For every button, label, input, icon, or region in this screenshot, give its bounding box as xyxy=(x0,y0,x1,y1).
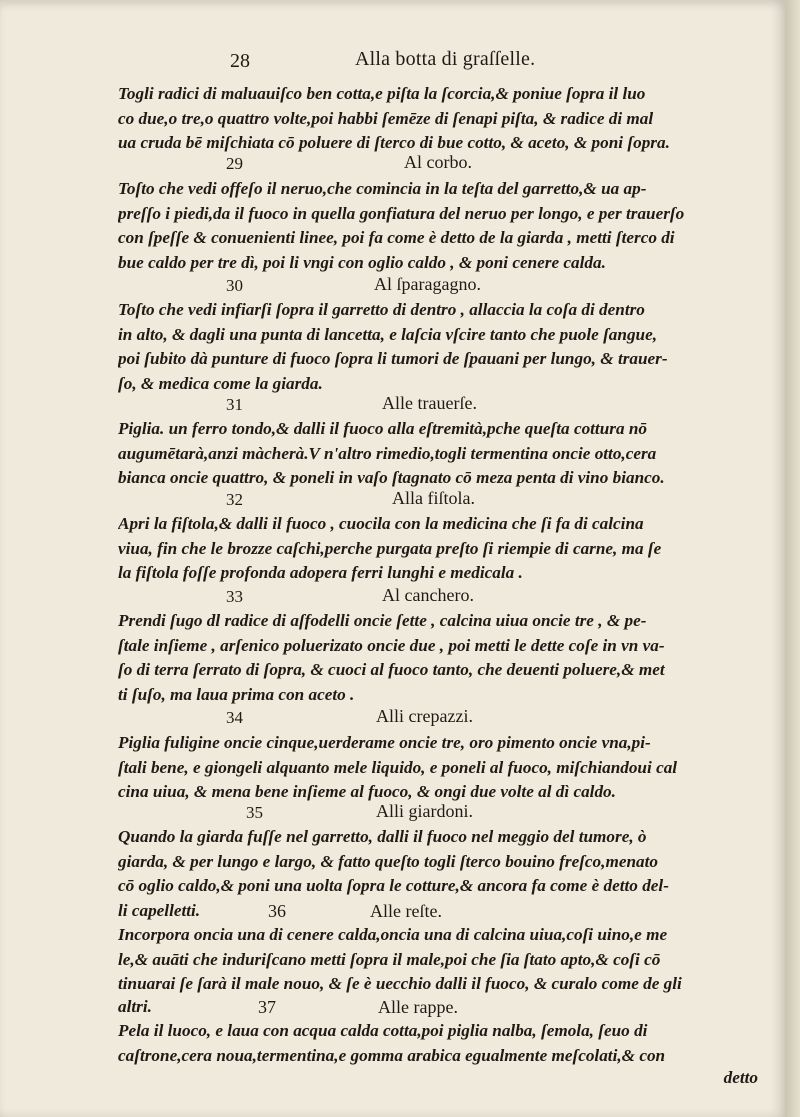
section-heading xyxy=(226,274,526,298)
text-line: Incorpora oncia una di cenere calda,oncia una di calcina uiua,coſi uino,e me xyxy=(118,925,668,944)
section-title: Al ſparagagno. xyxy=(374,274,481,294)
text-line: Apri la fiſtola,& dalli il fuoco , cuocila con la medicina che ſi fa di calcina xyxy=(118,514,644,533)
section-number: 35 xyxy=(246,803,263,822)
paragraph-intro xyxy=(118,82,758,156)
section-heading xyxy=(226,393,526,417)
section-title: Alle rappe. xyxy=(378,997,458,1017)
text-line: preſſo i piedi,da il fuoco in quella gonfiatura del neruo per longo, e per trauerſo xyxy=(118,203,685,223)
text-line: in alto, & dagli una punta di lancetta, e laſcia vſcire tanto che puole ſangue, xyxy=(118,324,658,344)
paragraph-36 xyxy=(118,923,758,997)
section-number: 37 xyxy=(258,997,276,1017)
text-line: augumētarà,anzi màcherà.V n'altro rimedio,togli termentina oncie otto,cera xyxy=(118,443,657,463)
text-line: tinuarai ſe ſarà il male nouo, & ſe è uecchio dalli il fuoco, & curalo come de gli xyxy=(118,974,682,994)
section-title: Alle reſte. xyxy=(370,901,442,921)
section-number: 30 xyxy=(226,276,243,295)
section-title: Al canchero. xyxy=(382,585,474,605)
section-heading xyxy=(246,801,546,825)
text-line: caſtrone,cera noua,termentina,e gomma arabica egualmente meſcolati,& con xyxy=(118,1045,666,1065)
text-line: Quando la giarda fuſſe nel garretto, dalli il fuoco nel meggio del tumore, ò xyxy=(118,827,647,846)
text-line: le,& auāti che induriſcano metti ſopra il male,poi che ſia ſtato apto,& coſi cō xyxy=(118,949,661,969)
paragraph-34 xyxy=(118,731,758,805)
paragraph-30 xyxy=(118,298,758,396)
page-number: 28 xyxy=(230,50,250,72)
catchword: detto xyxy=(723,1068,758,1087)
text-line: ti ſuſo, ma laua prima con aceto . xyxy=(118,684,355,704)
text-line: ſo di terra ſerrato di ſopra, & cuoci al fuoco tanto, che deuenti poluere,& met xyxy=(118,660,665,680)
text-line: giarda, & per lungo e largo, & fatto queſto togli ſterco bouino freſco,menato xyxy=(118,851,658,871)
running-title: Alla botta di graſſelle. xyxy=(355,48,536,70)
paragraph-32 xyxy=(118,512,758,586)
text-line: co due,o tre,o quattro volte,poi habbi ſemēze di ſenapi piſta, & radice di mal xyxy=(118,108,654,128)
run-in-row xyxy=(118,995,758,1020)
page-edge xyxy=(785,0,800,1117)
run-in-row xyxy=(118,899,758,924)
section-number: 33 xyxy=(226,587,243,606)
text-line: Toſto che vedi offeſo il neruo,che comincia in la teſta del garretto,& ua ap- xyxy=(118,179,647,198)
section-title: Alli giardoni. xyxy=(376,801,473,821)
text-line: cō oglio caldo,& poni una uolta ſopra le cotture,& ancora fa come è detto del- xyxy=(118,876,669,896)
run-in-line-36 xyxy=(118,899,758,924)
section-number: 32 xyxy=(226,490,243,509)
section-title: Al corbo. xyxy=(404,152,472,172)
text-line: altri. xyxy=(118,997,152,1016)
section-number: 29 xyxy=(226,154,243,173)
catchword-row xyxy=(118,1066,758,1091)
section-number: 36 xyxy=(268,901,286,921)
section-title: Alli crepazzi. xyxy=(376,706,473,726)
text-line: cina uiua, & mena bene inſieme al fuoco, & ongi due volte al dì caldo. xyxy=(118,782,616,802)
text-line: ſtale inſieme , arſenico poluerizato oncie due , poi metti le dette coſe in vn va- xyxy=(118,635,665,655)
text-line: ſo, & medica come la giarda. xyxy=(118,373,323,393)
text-line: viua, fin che le brozze caſchi,perche purgata preſto ſi riempie di carne, ma ſe xyxy=(118,538,662,558)
text-line: poi ſubito dà punture di fuoco ſopra li tumori de ſpauani per lungo, & trauer- xyxy=(118,349,668,369)
section-title: Alle trauerſe. xyxy=(382,393,477,413)
text-line: Piglia fuligine oncie cinque,uerderame oncie tre, oro pimento oncie vna,pi- xyxy=(118,733,651,752)
text-line: bianca oncie quattro, & poneli in vaſo ſtagnato cō meza penta di vino bianco. xyxy=(118,468,665,488)
section-number: 31 xyxy=(226,395,243,414)
section-number: 34 xyxy=(226,708,243,727)
text-line: Togli radici di maluauiſco ben cotta,e piſta la ſcorcia,& poniue ſopra il luo xyxy=(118,84,646,103)
paragraph-37 xyxy=(118,1019,758,1068)
text-line: li capelletti. xyxy=(118,901,201,920)
section-heading xyxy=(226,706,526,730)
paragraph-29 xyxy=(118,177,758,275)
section-title: Alla fiſtola. xyxy=(392,488,475,508)
text-line: Prendi ſugo dl radice di aſfodelli oncie ſette , calcina uiua oncie tre , & pe- xyxy=(118,611,647,630)
section-heading xyxy=(226,585,526,609)
text-line: ua cruda bē miſchiata cō poluere di ſterco di bue cotto, & aceto, & poni ſopra. xyxy=(118,133,670,153)
text-line: Piglia. un ferro tondo,& dalli il fuoco alla eſtremità,pche queſta cottura nō xyxy=(118,419,648,438)
page-header xyxy=(230,48,700,78)
paragraph-33 xyxy=(118,609,758,707)
section-heading xyxy=(226,152,526,176)
text-line: la fiſtola foſſe profonda adopera ferri lunghi e medicala . xyxy=(118,563,523,583)
text-line: bue caldo per tre dì, poi li vngi con oglio caldo , & poni cenere calda. xyxy=(118,252,606,272)
text-line: con ſpeſſe & conuenienti linee, poi fa come è detto de la giarda , metti ſterco di xyxy=(118,228,675,248)
paragraph-31 xyxy=(118,417,758,491)
paragraph-35 xyxy=(118,825,758,899)
run-in-line-37 xyxy=(118,995,758,1020)
section-heading xyxy=(226,488,526,512)
text-line: Pela il luoco, e laua con acqua calda cotta,poi piglia nalba, ſemola, ſeuo di xyxy=(118,1021,648,1040)
text-line: ſtali bene, e giongeli alquanto mele liquido, e poneli al fuoco, miſchiandoui cal xyxy=(118,757,678,777)
text-line: Toſto che vedi infiarſi ſopra il garretto di dentro , allaccia la coſa di dentro xyxy=(118,300,645,319)
